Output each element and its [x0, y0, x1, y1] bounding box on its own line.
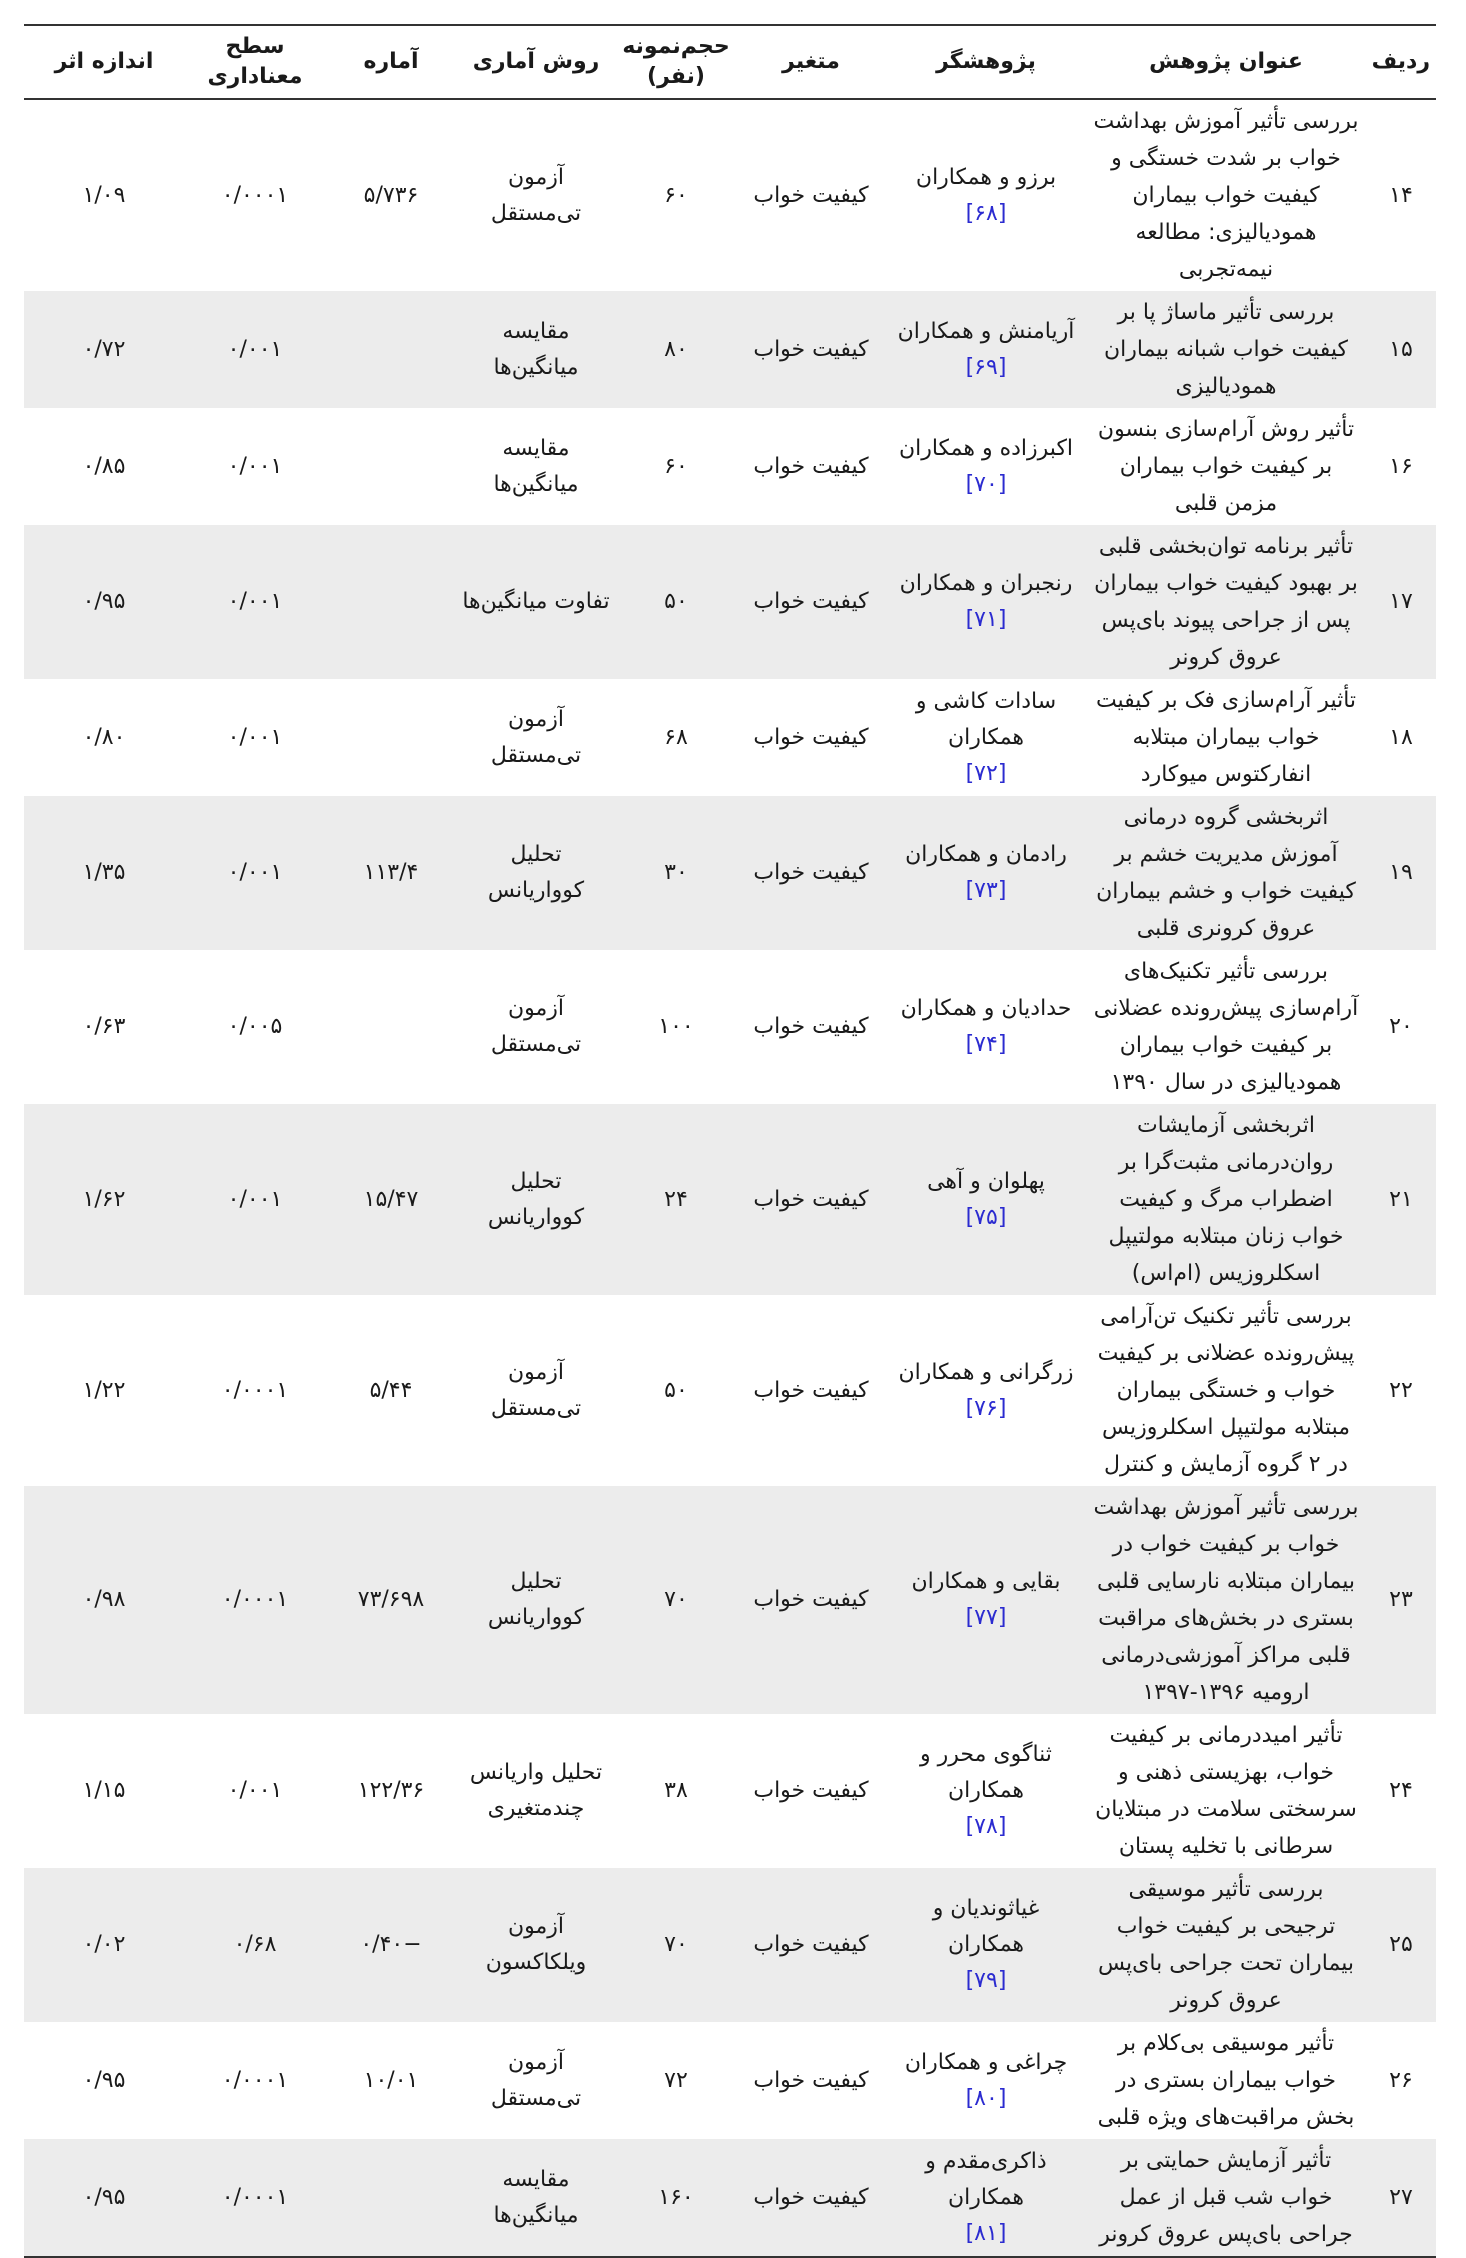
- cell-row-number: ۲۵: [1366, 1868, 1436, 2022]
- cell-effect-size: ۰/۶۳: [82, 1014, 126, 1039]
- header-variable: متغیر: [782, 49, 840, 74]
- cell-effect-size: ۰/۸۰: [82, 724, 126, 750]
- cell-row-number: ۱۷: [1366, 525, 1436, 679]
- researcher-name: ثناگوی محرر و همکاران: [920, 1742, 1052, 1803]
- cell-stat: ۱۵/۴۷: [326, 1104, 456, 1295]
- cell-method: مقایسه میانگین‌ها: [493, 435, 579, 497]
- cell-method: تحلیل واریانس چندمتغیری: [469, 1760, 603, 1821]
- cell-significance: ۰/۶۸: [184, 1868, 326, 2022]
- citation-link[interactable]: [۷۱]: [965, 607, 1007, 632]
- cell-researcher: [886, 1714, 1086, 1868]
- table-row: [24, 525, 1436, 679]
- cell-sample-size: ۶۰: [664, 182, 688, 208]
- cell-effect-size: ۰/۹۸: [24, 1486, 184, 1714]
- cell-researcher: [886, 99, 1086, 291]
- cell-effect-size: ۰/۷۲: [24, 291, 184, 408]
- cell-title: بررسی تأثیر آموزش بهداشت خواب بر شدت خستگی و کیفیت خواب بیماران همودیالیزی: مطالعه نیمه‌تجربی: [1093, 109, 1359, 282]
- cell-significance: ۰/۰۰۱: [184, 796, 326, 950]
- cell-stat: ۱۱۳/۴: [326, 796, 456, 950]
- table-row: [24, 679, 1436, 796]
- cell-effect-size: ۱/۶۲: [24, 1104, 184, 1295]
- cell-variable: کیفیت خواب: [736, 1486, 886, 1714]
- cell-method: آزمون تی‌مستقل: [490, 164, 582, 226]
- researcher-name: حدادیان و همکاران: [900, 996, 1072, 1021]
- header-stat: آماره: [363, 49, 419, 74]
- cell-stat: ۱۰/۰۱: [363, 2067, 419, 2093]
- citation-link[interactable]: [۷۵]: [965, 1204, 1007, 1230]
- cell-researcher: [886, 1104, 1086, 1295]
- cell-significance: ۰/۰۰۱: [227, 724, 283, 750]
- cell-sample-size: ۶۰: [664, 453, 688, 479]
- header-researcher: پژوهشگر: [936, 49, 1036, 74]
- cell-variable: کیفیت خواب: [753, 1377, 869, 1403]
- cell-variable: کیفیت خواب: [736, 796, 886, 950]
- cell-researcher: [886, 408, 1086, 525]
- cell-row-number: ۲۱: [1366, 1104, 1436, 1295]
- cell-sample-size: ۲۴: [616, 1104, 736, 1295]
- cell-method: آزمون ویلکاکسون: [456, 1868, 616, 2022]
- cell-row-number: ۲۴: [1389, 1778, 1413, 1803]
- cell-effect-size: ۰/۹۵: [82, 2067, 126, 2093]
- cell-row-number: ۲۷: [1366, 2139, 1436, 2257]
- cell-significance: ۰/۰۰۰۱: [221, 2067, 289, 2093]
- cell-row-number: ۱۴: [1389, 182, 1413, 208]
- cell-title: تأثیر آزمایش حمایتی بر خواب شب قبل از عمل جراحی بای‌پس عروق کرونر: [1086, 2139, 1366, 2257]
- researcher-name: ذاکری‌مقدم و همکاران: [925, 2148, 1047, 2210]
- cell-variable: کیفیت خواب: [753, 724, 869, 750]
- citation-link[interactable]: [۸۰]: [965, 2085, 1007, 2111]
- table-row: [24, 1868, 1436, 2022]
- cell-row-number: ۱۵: [1366, 291, 1436, 408]
- cell-sample-size: ۳۸: [664, 1778, 688, 1803]
- citation-link[interactable]: [۷۹]: [965, 1968, 1007, 1993]
- header-method: روش آماری: [472, 49, 600, 74]
- citation-link[interactable]: [۷۰]: [965, 471, 1007, 497]
- cell-significance: ۰/۰۰۰۱: [184, 1486, 326, 1714]
- table-row: [24, 1104, 1436, 1295]
- cell-stat: [326, 525, 456, 679]
- cell-effect-size: ۱/۰۹: [82, 182, 126, 208]
- cell-variable: کیفیت خواب: [753, 2067, 869, 2093]
- cell-significance: ۰/۰۰۱: [184, 1104, 326, 1295]
- citation-link[interactable]: [۸۱]: [965, 2220, 1007, 2246]
- cell-method: مقایسه میانگین‌ها: [456, 291, 616, 408]
- citation-link[interactable]: [۷۷]: [965, 1605, 1007, 1630]
- cell-significance: ۰/۰۰۱: [184, 291, 326, 408]
- cell-effect-size: ۱/۱۵: [82, 1778, 126, 1803]
- cell-stat: ۵/۴۴: [369, 1377, 413, 1403]
- researcher-name: چراغی و همکاران: [904, 2049, 1068, 2075]
- citation-link[interactable]: [۶۹]: [965, 354, 1007, 380]
- cell-title: بررسی تأثیر تکنیک تن‌آرامی پیش‌رونده عضلانی بر کیفیت خواب و خستگی بیماران مبتلابه مولتیپل اسکلروزیس در ۲ گروه آزمایش و کنترل: [1097, 1304, 1355, 1477]
- cell-researcher: [886, 1486, 1086, 1714]
- table-row: [24, 950, 1436, 1104]
- cell-row-number: ۱۸: [1389, 724, 1413, 750]
- cell-sample-size: ۱۰۰: [658, 1014, 694, 1039]
- cell-stat: ۷۳/۶۹۸: [326, 1486, 456, 1714]
- cell-stat: [326, 2139, 456, 2257]
- cell-sample-size: ۷۲: [664, 2067, 688, 2093]
- table-row: [24, 1486, 1436, 1714]
- cell-researcher: [886, 2022, 1086, 2139]
- researcher-name: غیاثوندیان و همکاران: [932, 1896, 1040, 1957]
- cell-significance: ۰/۰۰۰۱: [221, 1377, 289, 1403]
- cell-title: تأثیر روش آرام‌سازی بنسون بر کیفیت خواب بیماران مزمن قلبی: [1097, 417, 1355, 516]
- cell-variable: کیفیت خواب: [736, 2139, 886, 2257]
- citation-link[interactable]: [۷۶]: [965, 1395, 1007, 1421]
- cell-stat: [326, 291, 456, 408]
- cell-title: بررسی تأثیر موسیقی ترجیحی بر کیفیت خواب بیماران تحت جراحی بای‌پس عروق کرونر: [1086, 1868, 1366, 2022]
- header-row-number: ردیف: [1371, 49, 1430, 74]
- cell-method: تحلیل کوواریانس: [456, 796, 616, 950]
- cell-researcher: [886, 796, 1086, 950]
- cell-sample-size: ۷۰: [616, 1486, 736, 1714]
- cell-researcher: [886, 1295, 1086, 1486]
- cell-significance: ۰/۰۰۰۱: [221, 182, 289, 208]
- cell-row-number: ۲۶: [1389, 2067, 1413, 2093]
- cell-method: آزمون تی‌مستقل: [490, 996, 582, 1057]
- cell-effect-size: ۰/۹۵: [24, 2139, 184, 2257]
- cell-row-number: ۱۹: [1366, 796, 1436, 950]
- cell-method: آزمون تی‌مستقل: [490, 706, 582, 768]
- cell-researcher: [886, 525, 1086, 679]
- cell-stat: [326, 408, 456, 525]
- table-row: [24, 291, 1436, 408]
- cell-sample-size: ۸۰: [616, 291, 736, 408]
- cell-title: تأثیر امیددرمانی بر کیفیت خواب، بهزیستی ذهنی و سرسختی سلامت در مبتلایان سرطانی با تخلیه پستان: [1095, 1723, 1357, 1859]
- table-row: [24, 796, 1436, 950]
- cell-variable: کیفیت خواب: [753, 1778, 869, 1803]
- researcher-name: رادمان و همکاران: [905, 842, 1067, 867]
- cell-title: بررسی تأثیر ماساژ پا بر کیفیت خواب شبانه بیماران همودیالیزی: [1086, 291, 1366, 408]
- cell-significance: ۰/۰۰۱: [227, 453, 283, 479]
- research-table: [24, 24, 1436, 2258]
- cell-researcher: [886, 2139, 1086, 2257]
- researcher-name: زرگرانی و همکاران: [898, 1359, 1074, 1385]
- citation-link[interactable]: [۷۴]: [965, 1032, 1007, 1057]
- cell-significance: ۰/۰۰۰۱: [184, 2139, 326, 2257]
- cell-researcher: [886, 679, 1086, 796]
- cell-stat: [326, 679, 456, 796]
- researcher-name: اکبرزاده و همکاران: [898, 435, 1074, 461]
- cell-method: تحلیل کوواریانس: [456, 1104, 616, 1295]
- table-row: [24, 1714, 1436, 1868]
- cell-significance: ۰/۰۰۵: [227, 1014, 283, 1039]
- header-effect-size: اندازه اثر: [54, 49, 154, 74]
- cell-sample-size: ۱۶۰: [616, 2139, 736, 2257]
- cell-variable: کیفیت خواب: [736, 525, 886, 679]
- cell-title: تأثیر آرام‌سازی فک بر کیفیت خواب بیماران مبتلابه انفارکتوس میوکارد: [1095, 688, 1357, 787]
- cell-row-number: ۱۶: [1389, 453, 1413, 479]
- cell-variable: کیفیت خواب: [736, 1868, 886, 2022]
- cell-variable: کیفیت خواب: [736, 291, 886, 408]
- cell-title: تأثیر برنامه توان‌بخشی قلبی بر بهبود کیفیت خواب بیماران پس از جراحی پیوند بای‌پس عروق کرونر: [1086, 525, 1366, 679]
- researcher-name: برزو و همکاران: [915, 164, 1057, 190]
- researcher-name: سادات کاشی و همکاران: [915, 688, 1057, 750]
- cell-effect-size: ۰/۰۲: [24, 1868, 184, 2022]
- cell-sample-size: ۷۰: [616, 1868, 736, 2022]
- researcher-name: پهلوان و آهی: [927, 1168, 1045, 1194]
- header-title: عنوان پژوهش: [1149, 49, 1303, 74]
- cell-significance: ۰/۰۰۱: [227, 1778, 283, 1803]
- cell-effect-size: ۰/۸۵: [82, 453, 126, 479]
- header-significance: سطح معناداری: [207, 34, 303, 89]
- cell-effect-size: ۱/۲۲: [82, 1377, 126, 1403]
- cell-title: بررسی تأثیر آموزش بهداشت خواب بر کیفیت خواب در بیماران مبتلابه نارسایی قلبی بستری در بخش‌های مراقبت قلبی مراکز آموزشی‌درمانی ارومیه ۱۳۹۶-۱۳۹۷: [1086, 1486, 1366, 1714]
- cell-title: اثربخشی آزمایشات روان‌درمانی مثبت‌گرا بر اضطراب مرگ و کیفیت خواب زنان مبتلابه مولتیپل اسکلروزیس (ام‌اس): [1086, 1104, 1366, 1295]
- table-body: [24, 99, 1436, 2257]
- cell-row-number: ۲۰: [1389, 1014, 1413, 1039]
- citation-link[interactable]: [۶۸]: [965, 200, 1007, 226]
- cell-researcher: [886, 1868, 1086, 2022]
- cell-method: آزمون تی‌مستقل: [490, 1359, 582, 1421]
- table-row: [24, 2139, 1436, 2257]
- cell-title: اثربخشی گروه درمانی آموزش مدیریت خشم بر کیفیت خواب و خشم بیماران عروق کرونری قلبی: [1086, 796, 1366, 950]
- cell-variable: کیفیت خواب: [753, 453, 869, 479]
- citation-link[interactable]: [۷۳]: [965, 878, 1007, 903]
- table-row: [24, 408, 1436, 525]
- cell-researcher: [886, 291, 1086, 408]
- table-row: [24, 99, 1436, 291]
- cell-variable: کیفیت خواب: [736, 1104, 886, 1295]
- cell-variable: کیفیت خواب: [753, 182, 869, 208]
- researcher-name: بقایی و همکاران: [911, 1569, 1061, 1594]
- header-row: [24, 25, 1436, 99]
- cell-researcher: [886, 950, 1086, 1104]
- cell-method: مقایسه میانگین‌ها: [456, 2139, 616, 2257]
- cell-significance: ۰/۰۰۱: [184, 525, 326, 679]
- cell-title: تأثیر موسیقی بی‌کلام بر خواب بیماران بستری در بخش مراقبت‌های ویژه قلبی: [1097, 2031, 1355, 2130]
- citation-link[interactable]: [۷۲]: [965, 760, 1007, 786]
- table-row: [24, 1295, 1436, 1486]
- table-wrapper: [24, 24, 1436, 2258]
- citation-link[interactable]: [۷۸]: [965, 1814, 1007, 1839]
- cell-method: تفاوت میانگین‌ها: [456, 525, 616, 679]
- cell-stat: ۵/۷۳۶: [363, 182, 419, 208]
- cell-effect-size: ۰/۹۵: [24, 525, 184, 679]
- researcher-name: آریامنش و همکاران: [897, 318, 1075, 344]
- cell-stat: ۱۲۲/۳۶: [357, 1778, 425, 1803]
- cell-variable: کیفیت خواب: [753, 1014, 869, 1039]
- cell-sample-size: ۵۰: [616, 525, 736, 679]
- cell-sample-size: ۶۸: [664, 724, 688, 750]
- cell-effect-size: ۱/۳۵: [24, 796, 184, 950]
- table-row: [24, 2022, 1436, 2139]
- cell-row-number: ۲۲: [1389, 1377, 1413, 1403]
- researcher-name: رنجبران و همکاران: [899, 571, 1073, 596]
- cell-title: بررسی تأثیر تکنیک‌های آرام‌سازی پیش‌رونده عضلانی بر کیفیت خواب بیماران همودیالیزی در سال ۱۳۹۰: [1093, 959, 1359, 1095]
- cell-stat: −۰/۴۰: [326, 1868, 456, 2022]
- cell-method: تحلیل کوواریانس: [456, 1486, 616, 1714]
- cell-row-number: ۲۳: [1366, 1486, 1436, 1714]
- cell-sample-size: ۳۰: [616, 796, 736, 950]
- cell-stat: [326, 950, 456, 1104]
- header-sample: حجم‌نمونه (نفر): [622, 34, 730, 89]
- cell-sample-size: ۵۰: [664, 1377, 688, 1403]
- cell-method: آزمون تی‌مستقل: [490, 2049, 582, 2111]
